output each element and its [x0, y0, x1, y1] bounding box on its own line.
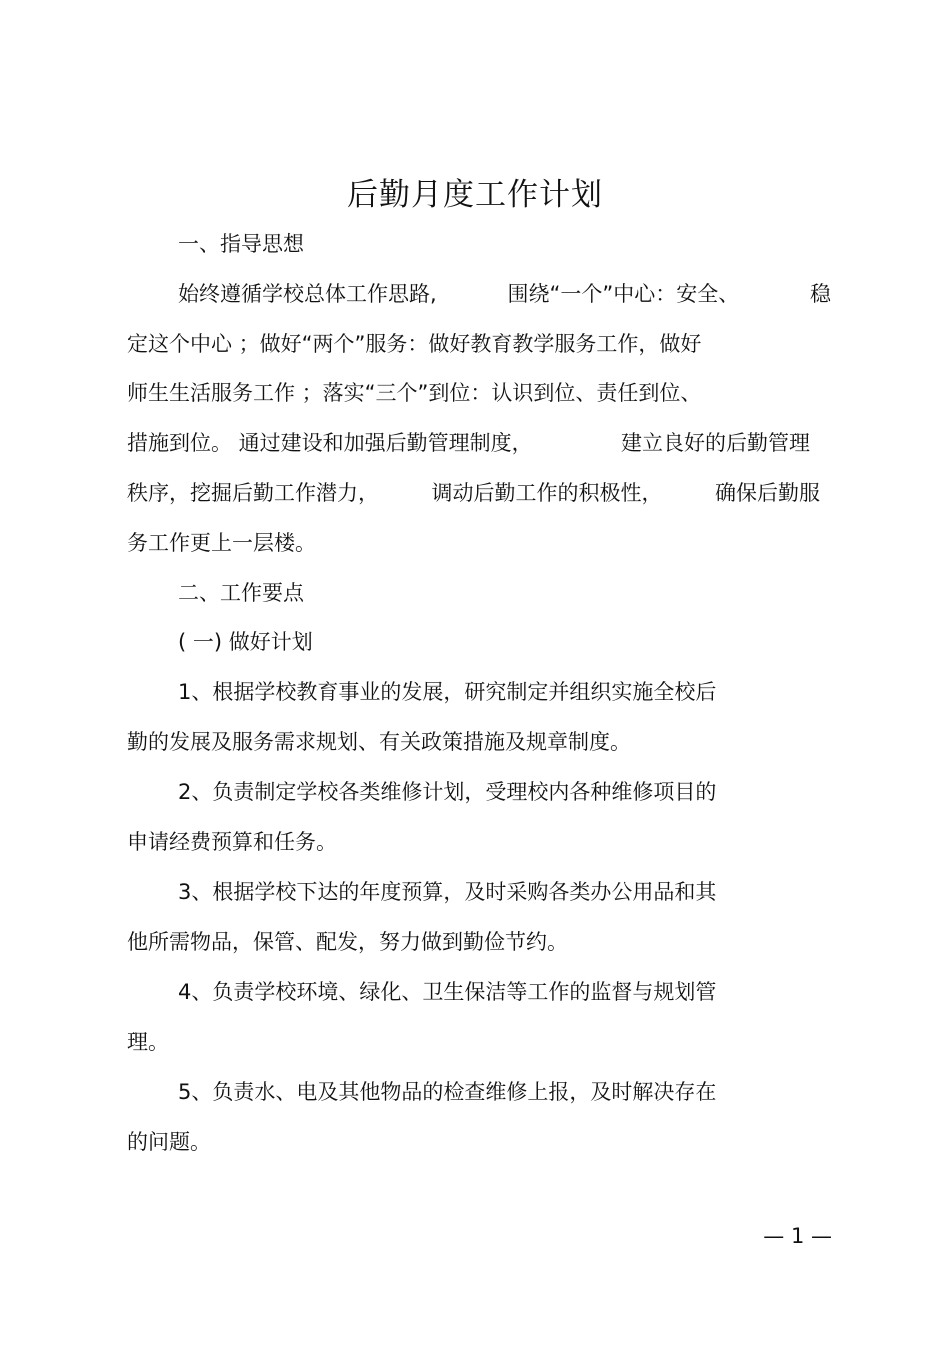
text-segment: 始终遵循学校总体工作思路, [178, 282, 437, 306]
paragraph-line [178, 278, 831, 310]
page-number: — 1 — [763, 1224, 832, 1248]
list-item-line: 2、负责制定学校各类维修计划，受理校内各种维修项目的 [178, 780, 717, 804]
section-heading-guiding-ideology: 一、指导思想 [178, 232, 304, 256]
list-item-line: 申请经费预算和任务。 [127, 830, 337, 854]
subsection-heading-planning: ( 一) 做好计划 [178, 630, 313, 654]
text-segment: 建立良好的后勤管理 [621, 431, 810, 455]
list-item-line: 勤的发展及服务需求规划、有关政策措施及规章制度。 [127, 730, 631, 754]
text-segment: 围绕“一个”中心：安全、 [507, 282, 740, 306]
list-item-line: 5、负责水、电及其他物品的检查维修上报，及时解决存在 [178, 1080, 717, 1104]
text-segment: 措施到位。 通过建设和加强后勤管理制度， [127, 431, 533, 455]
list-item-line: 他所需物品，保管、配发，努力做到勤俭节约。 [127, 930, 568, 954]
paragraph-line: 师生生活服务工作 ；落实“三个”到位：认识到位、责任到位、 [127, 381, 702, 405]
list-item-line: 1、根据学校教育事业的发展，研究制定并组织实施全校后 [178, 680, 717, 704]
text-segment: 秩序，挖掘后勤工作潜力， [127, 481, 379, 505]
list-item-line: 4、负责学校环境、绿化、卫生保洁等工作的监督与规划管 [178, 980, 717, 1004]
paragraph-line: 定这个中心 ；做好“两个”服务：做好教育教学服务工作，做好 [127, 332, 702, 356]
text-segment: 稳 [809, 282, 831, 306]
list-item-line: 3、根据学校下达的年度预算，及时采购各类办公用品和其 [178, 880, 717, 904]
document-title: 后勤月度工作计划 [347, 177, 603, 213]
text-segment: 确保后勤服 [715, 481, 820, 505]
paragraph-line [127, 427, 810, 459]
section-heading-work-points: 二、工作要点 [178, 581, 304, 605]
list-item-line: 的问题。 [127, 1130, 211, 1154]
paragraph-line [127, 477, 820, 509]
list-item-line: 理。 [127, 1030, 169, 1054]
paragraph-line: 务工作更上一层楼。 [127, 531, 316, 555]
text-segment: 调动后勤工作的积极性， [431, 481, 663, 505]
